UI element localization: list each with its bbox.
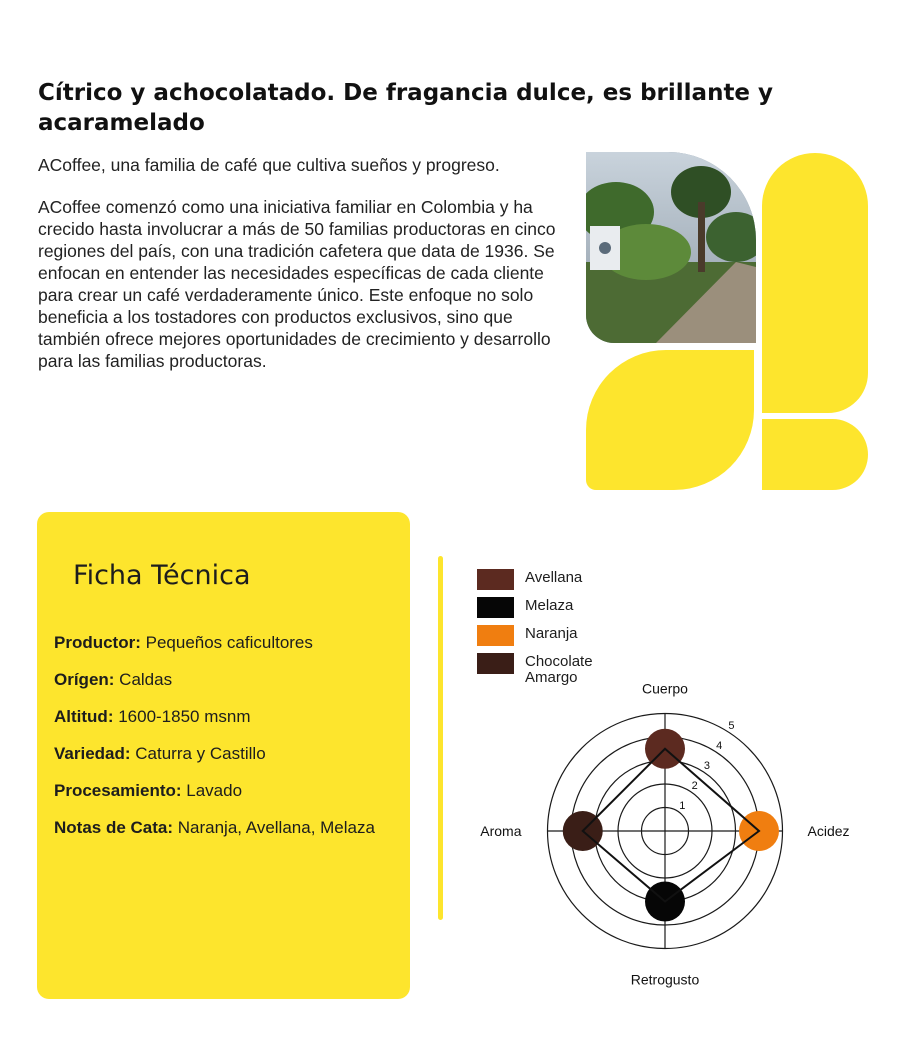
spec-value: Caturra y Castillo [130, 744, 266, 763]
radar-axis-label: Aroma [480, 823, 522, 839]
legend-label: Naranja [525, 625, 578, 642]
headline: Cítrico y achocolatado. De fragancia dulce, es brillante y acaramelado [38, 80, 774, 136]
spec-label: Orígen: [54, 670, 115, 689]
radar-axis-label: Cuerpo [642, 680, 688, 697]
radar-scale-label: 5 [728, 719, 735, 732]
legend-label: Chocolate Amargo [525, 653, 593, 686]
spec-value: Lavado [181, 781, 243, 800]
decorative-block-big [586, 350, 754, 490]
spec-row [54, 743, 404, 764]
spec-list [54, 632, 404, 854]
card-title: Ficha Técnica [73, 560, 251, 591]
spec-value: Caldas [114, 670, 173, 689]
spec-card [37, 512, 410, 999]
spec-row [54, 669, 404, 690]
spec-label: Productor: [54, 633, 141, 652]
spec-row [54, 706, 404, 727]
spec-value: Pequeños caficultores [140, 633, 313, 652]
legend-swatch [477, 569, 514, 590]
spec-row [54, 780, 404, 801]
decorative-block-tall [762, 153, 868, 413]
radar-scale-label: 4 [716, 739, 723, 752]
legend-swatch [477, 597, 514, 618]
radar-scale-label: 2 [691, 779, 698, 792]
spec-row [54, 632, 404, 653]
intro-paragraph-2: ACoffee comenzó como una iniciativa familiar en Colombia y ha crecido hasta involucrar a más de 50 familias productoras en cinco regiones del país, con una tradición cafetera que data de 1936. Se enfocan en entender las necesidades específicas de cada cliente para crear un café verdaderamente único. Este enfoque no solo beneficia a los tostadores con productos exclusivos, sino que también ofrece mejores oportunidades de crecimiento y desarrollo para las familias productoras. [38, 197, 556, 371]
radar-chart [470, 660, 890, 1000]
radar-axis-label: Acidez [807, 823, 850, 839]
farm-photo [586, 152, 756, 343]
radar-series-polygon [583, 749, 759, 902]
spec-row [54, 817, 404, 838]
spec-value: Naranja, Avellana, Melaza [173, 818, 375, 837]
spec-label: Altitud: [54, 707, 114, 726]
spec-label: Variedad: [54, 744, 131, 763]
spec-label: Notas de Cata: [54, 818, 174, 837]
intro-paragraph-1: ACoffee, una familia de café que cultiva sueños y progreso. [38, 155, 500, 175]
intro-text [38, 154, 563, 392]
decorative-block-small [762, 419, 868, 490]
legend-label: Avellana [525, 569, 583, 586]
radar-axis-label: Retrogusto [630, 971, 700, 988]
spec-value: 1600-1850 msnm [113, 707, 251, 726]
legend-swatch [477, 625, 514, 646]
spec-label: Procesamiento: [54, 781, 182, 800]
radar-scale-label: 1 [679, 799, 686, 812]
radar-scale-label: 3 [703, 759, 710, 772]
divider [438, 556, 443, 920]
legend-label: Melaza [525, 597, 574, 614]
